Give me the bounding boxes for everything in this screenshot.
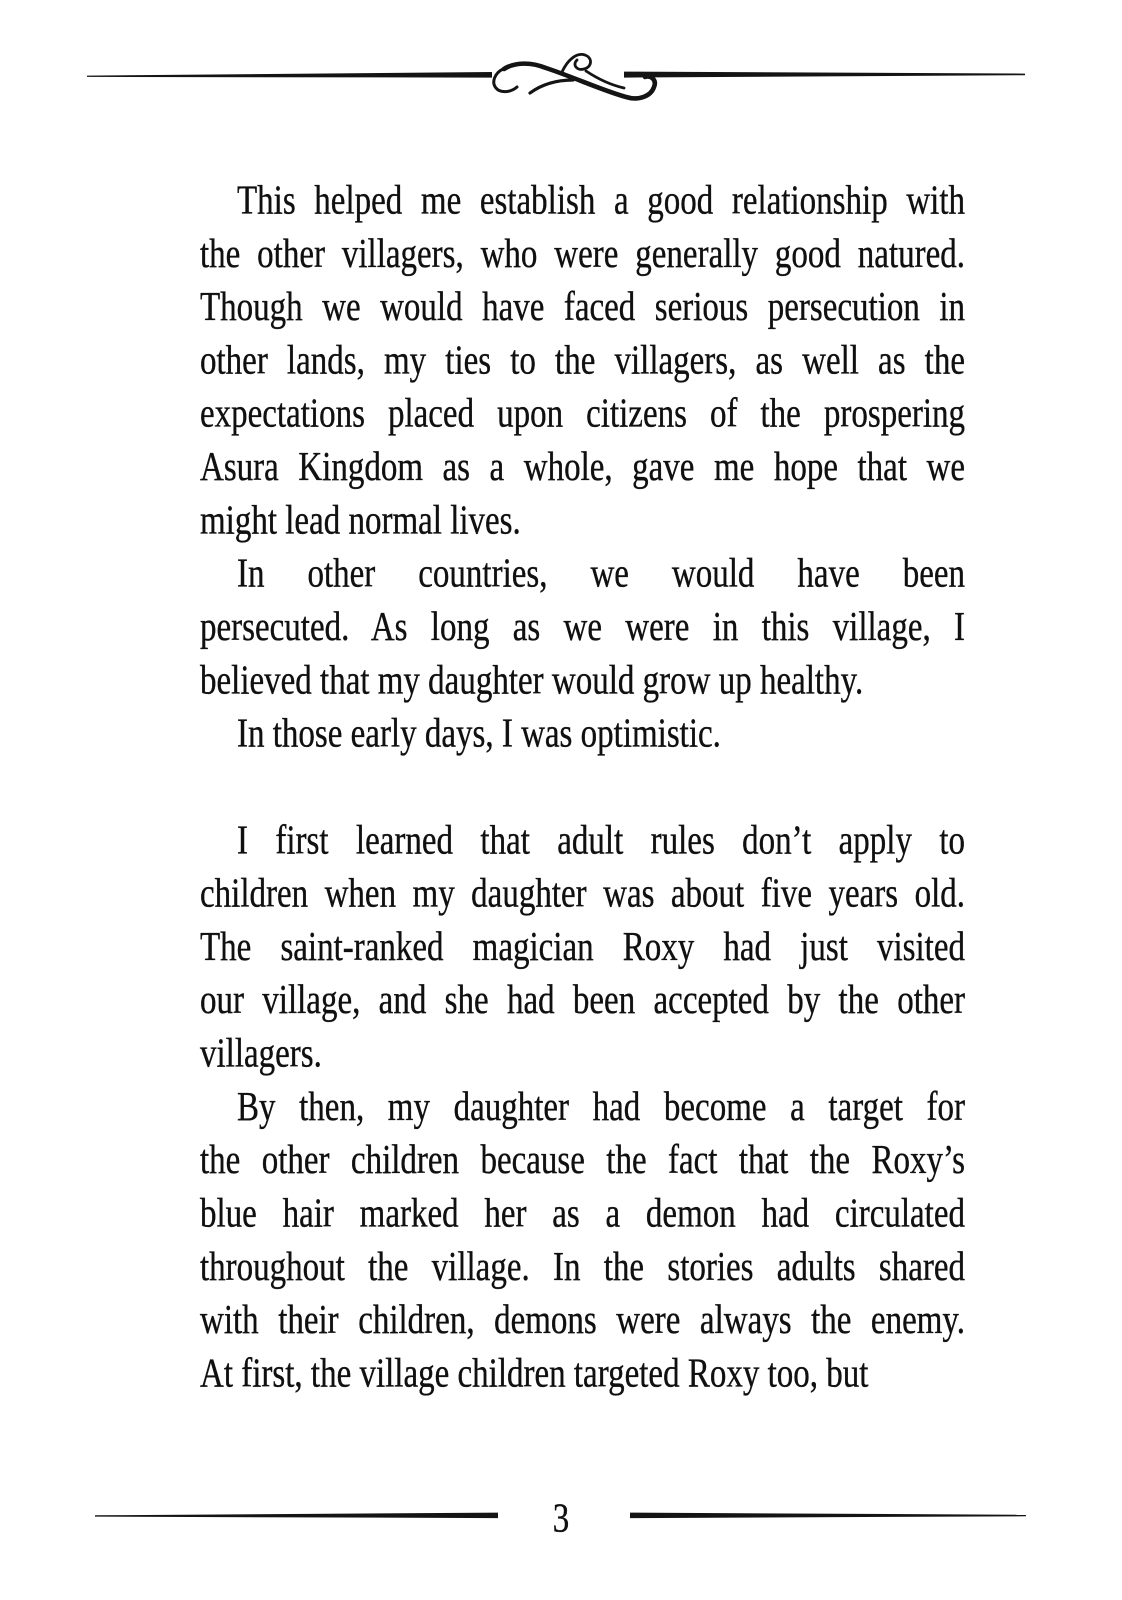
text-line: The saint-ranked magician Roxy had just visited: [200, 925, 965, 970]
text-line: expectations placed upon citizens of the prospering: [200, 392, 965, 437]
text-line: By then, my daughter had become a target for: [237, 1085, 965, 1130]
page-number: 3: [552, 1496, 570, 1542]
text-line: Asura Kingdom as a whole, gave me hope that we: [200, 445, 965, 490]
text-line: Though we would have faced serious persecution in: [200, 285, 965, 330]
text-line: In those early days, I was optimistic.: [237, 711, 721, 757]
page-text: [200, 175, 965, 1401]
text-line: This helped me establish a good relationship with: [237, 178, 965, 224]
text-line: throughout the village. In the stories adults shared: [200, 1245, 965, 1290]
text-line: believed that my daughter would grow up healthy.: [200, 658, 864, 704]
text-line: the other villagers, who were generally good natured.: [200, 232, 965, 277]
text-line: villagers.: [200, 1031, 322, 1077]
text-line: In other countries, we would have been: [237, 551, 965, 597]
paragraph: [200, 175, 965, 548]
paragraph: [200, 708, 965, 761]
text-line: persecuted. As long as we were in this village, I: [200, 605, 965, 650]
text-line: with their children, demons were always the enemy.: [200, 1298, 965, 1344]
text-line: children when my daughter was about five years old.: [200, 871, 965, 917]
text-line: the other children because the fact that the Roxy’s: [200, 1138, 965, 1184]
paragraph: [200, 1081, 965, 1401]
text-line: our village, and she had been accepted by the other: [200, 978, 965, 1024]
paragraph: [200, 548, 965, 708]
text-line: I first learned that adult rules don’t apply to: [237, 818, 965, 864]
text-line: blue hair marked her as a demon had circulated: [200, 1191, 965, 1237]
chapter-divider: [0, 0, 1122, 140]
text-line: other lands, my ties to the villagers, as well as the: [200, 338, 965, 384]
paragraph: [200, 815, 965, 1082]
header-rule-right: [624, 72, 1025, 78]
text-line: might lead normal lives.: [200, 498, 521, 544]
header-rule-left: [87, 72, 492, 78]
text-line: At first, the village children targeted Roxy too, but: [200, 1351, 869, 1397]
